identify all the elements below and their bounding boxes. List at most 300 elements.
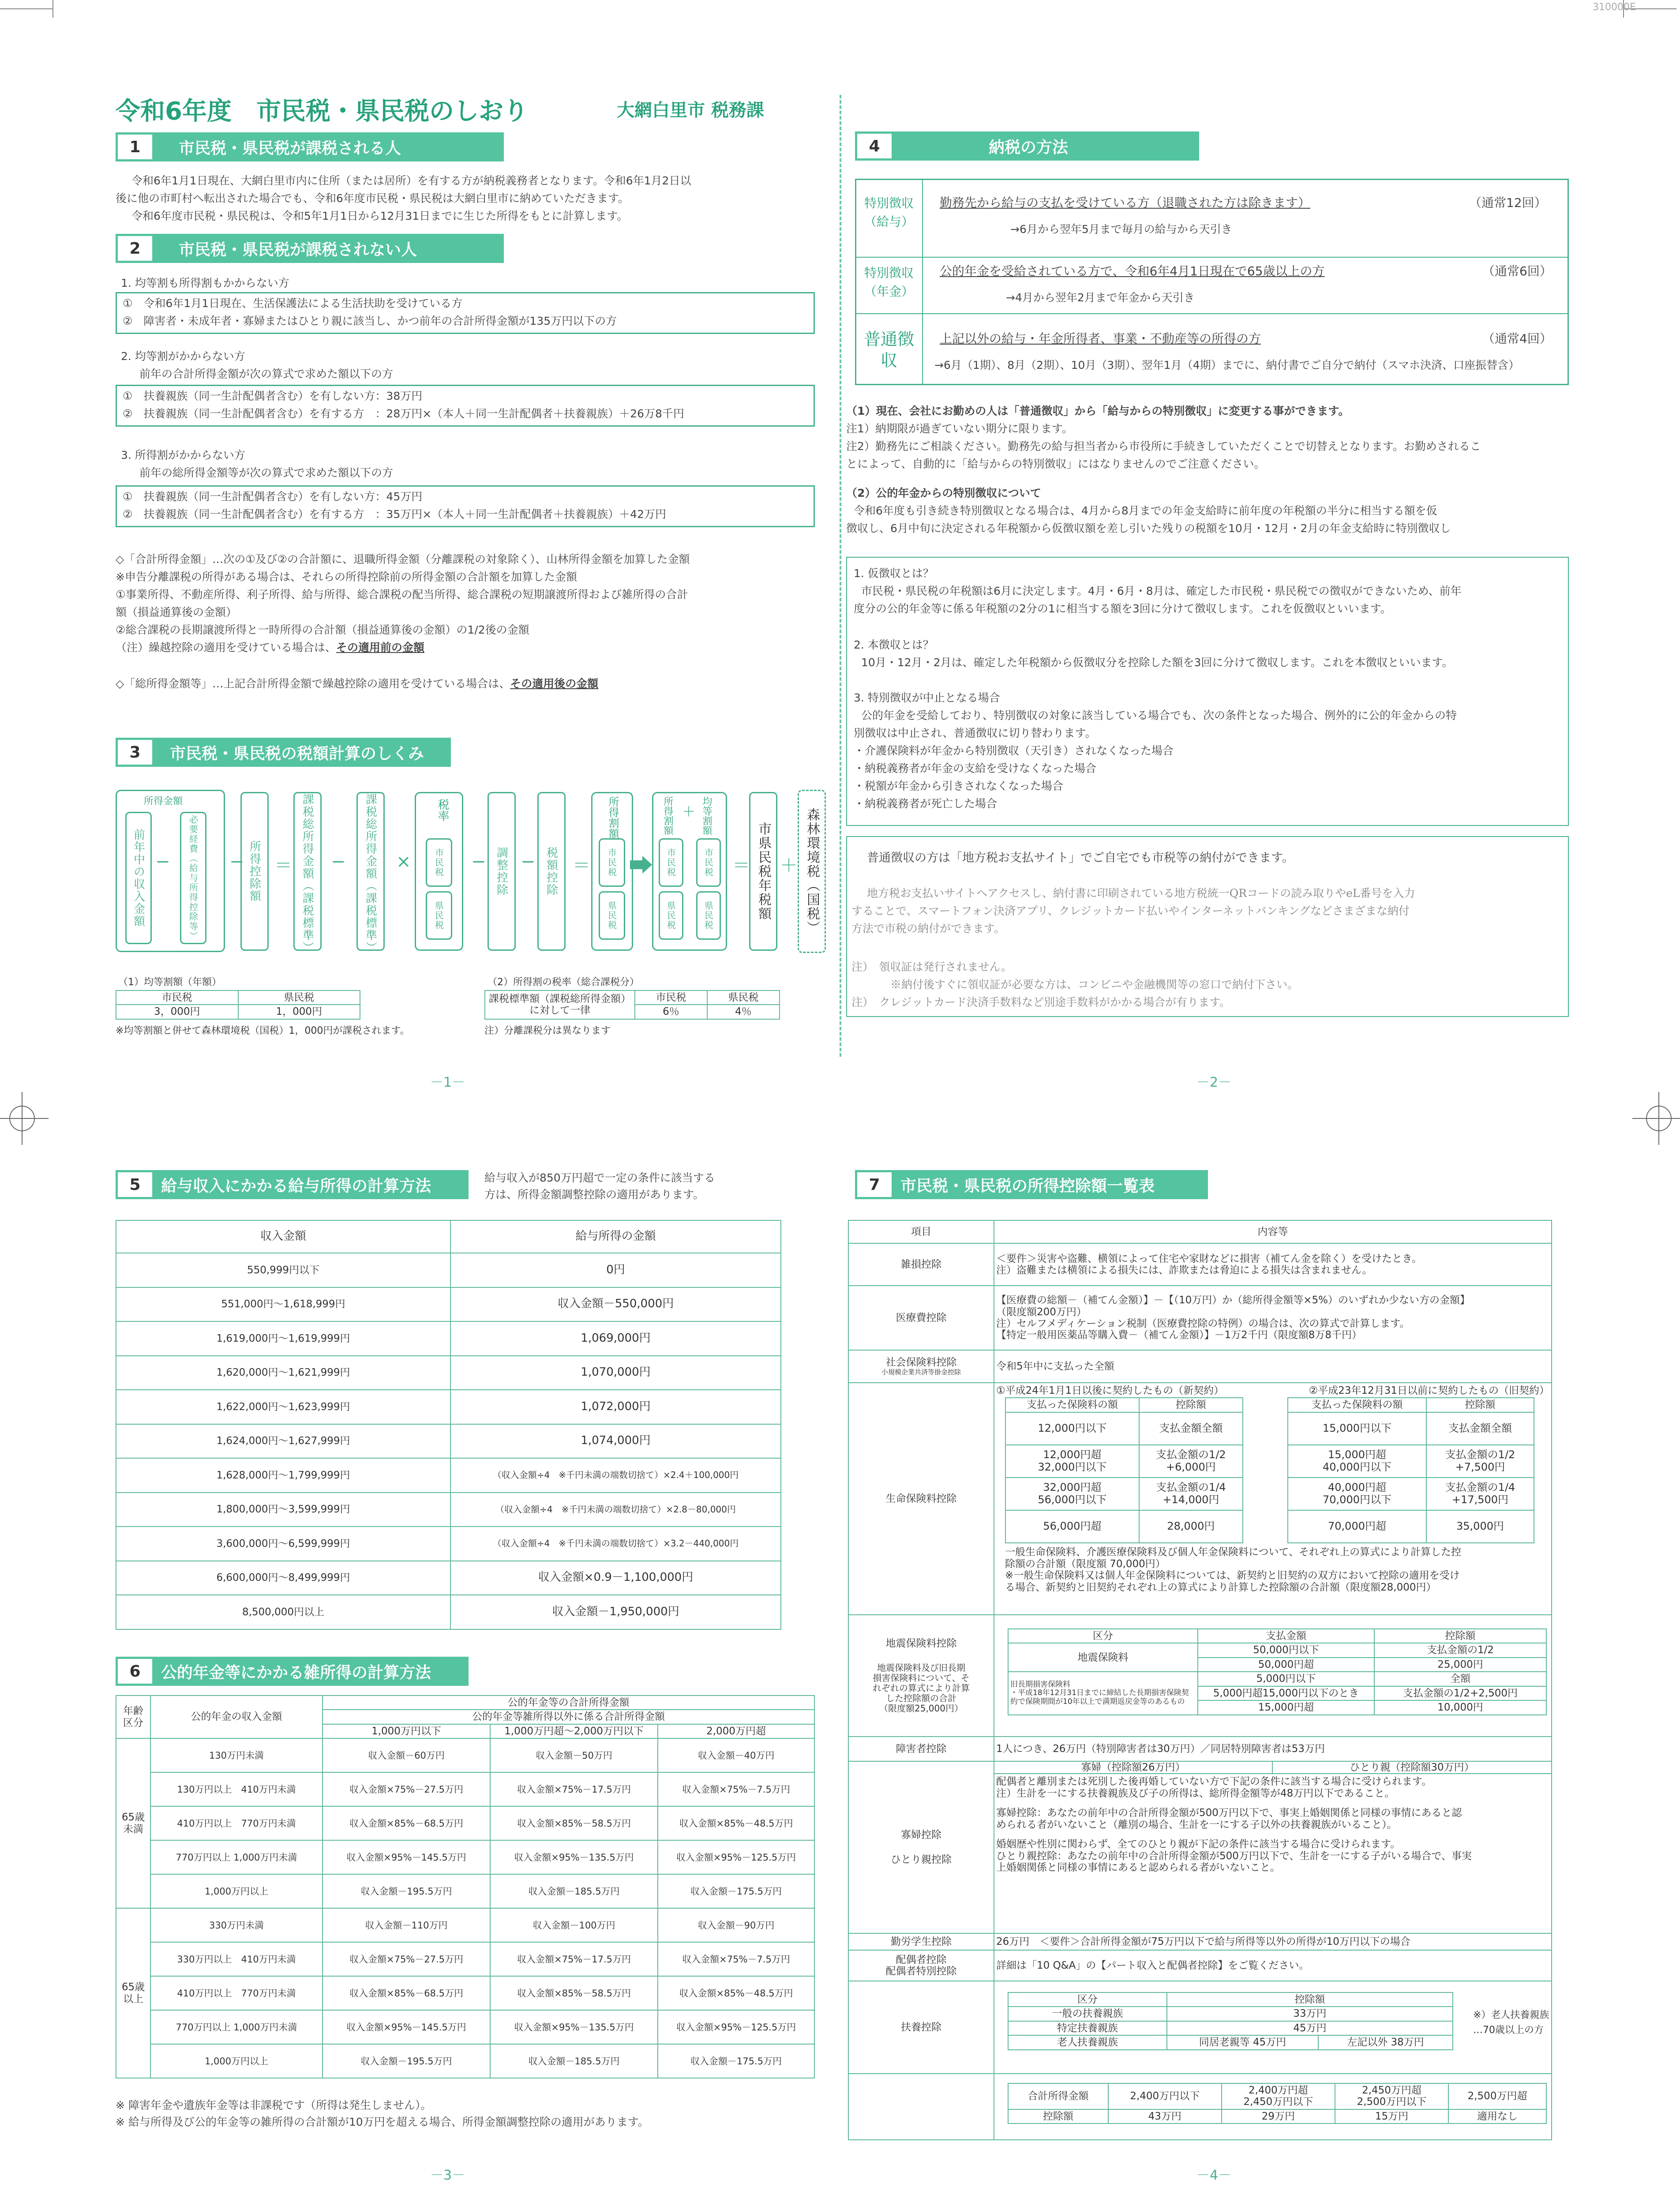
section-number: 1 <box>118 135 152 159</box>
s2-note-2: ※申告分離課税の所得がある場合は、それらの所得控除前の所得金額の合計額を加算した金額 <box>116 570 577 583</box>
table-row <box>116 1595 781 1629</box>
row-seimei: 生命保険料控除 <box>848 1383 994 1615</box>
pension-income-cell: 収入金額×75%－27.5万円 <box>322 1772 490 1806</box>
jis-r0b: 支払金額の1/2 <box>1374 1643 1546 1657</box>
s6-foot-2: ※ 給与所得及び公的年金等の雑所得の合計額が10万円を超える場合、所得金額調整控除の適用があります。 <box>116 2116 649 2128</box>
flow-minus-5: − <box>521 852 536 872</box>
flow-minus-1: − <box>155 852 170 872</box>
page-number-2: －2－ <box>1196 1075 1232 1090</box>
zas2: 注）盗難または横領による損失には、詐欺または脅迫による損失は含まれません。 <box>996 1264 1372 1276</box>
kiso-v-cell: 適用なし <box>1448 2109 1546 2123</box>
r2-sub: →4月から翌年2月まで年金から天引き <box>1006 291 1195 304</box>
flow-taxable-income-2: 課税総所得金額（課税標準） <box>356 792 385 951</box>
table-row <box>1005 1398 1243 1412</box>
s1-paragraph-3: 令和6年度市民税・県民税は、令和5年1月1日から12月31日までに生じた所得をもとに計算します。 <box>131 210 628 222</box>
pension-range-cell: 1,000万円以上 <box>150 1874 322 1908</box>
kiso-v-cell: 15万円 <box>1335 2109 1448 2123</box>
header-cell: 控除額 <box>1426 1398 1534 1412</box>
p6: ※納付後すぐに領収証が必要な方は、コンビニや金融機関等の窓口で納付下さい。 <box>890 978 1299 991</box>
table-row <box>116 1806 814 1840</box>
income-range-cell: 1,628,000円～1,799,999円 <box>116 1458 450 1493</box>
table-row <box>116 1561 781 1595</box>
r3-count: （通常4回） <box>1482 331 1552 346</box>
flow-gross-income: 前年中の収入金額 <box>125 812 152 944</box>
r2-count: （通常6回） <box>1482 264 1552 278</box>
k12: ・納税義務者が死亡した場合 <box>854 797 998 810</box>
section-number: 7 <box>857 1172 892 1197</box>
section-number: 4 <box>857 134 892 158</box>
corner-code: 310000E <box>1593 2 1636 13</box>
jis-r2a: 5,000円以下 <box>1198 1672 1374 1686</box>
s2-note-7-text: ◇「総所得金額等」…上記合計所得金額で繰越控除の適用を受けている場合は、 <box>116 677 510 690</box>
fuy-r2a: 老人扶養親族 <box>1008 2035 1167 2049</box>
fuy-r0a: 一般の扶養親族 <box>1008 2007 1167 2021</box>
department-name: 大網白里市 税務課 <box>617 100 764 120</box>
table-row <box>116 1908 814 1942</box>
s2-box-3-item-1: ① 扶養親族（同一生計配偶者含む）を有しない方：45万円 <box>123 490 423 503</box>
t2-h-city: 市民税 <box>635 990 707 1005</box>
table-row <box>116 1493 781 1527</box>
kiso-v-label: 控除額 <box>1008 2109 1108 2123</box>
pension-income-cell: 収入金額×95%－145.5万円 <box>322 1840 490 1874</box>
table-row <box>1005 1510 1243 1543</box>
life-cell: 支払金額の1/2 +7,500円 <box>1426 1445 1534 1478</box>
age-group-cell: 65歳未満 <box>116 1738 150 1908</box>
table-row <box>1288 1478 1534 1510</box>
section-title: 給与収入にかかる給与所得の計算方法 <box>161 1177 431 1195</box>
table-row <box>116 1942 814 1976</box>
pension-income-cell: 収入金額×95%－135.5万円 <box>490 2010 658 2044</box>
pension-income-cell: 収入金額×85%－68.5万円 <box>322 1806 490 1840</box>
s7-h-content: 内容等 <box>994 1220 1552 1243</box>
k1: 1. 仮徴収とは？ <box>854 567 934 580</box>
pension-income-cell: 収入金額×75%－7.5万円 <box>658 1772 814 1806</box>
row-shakai: 社会保険料控除 <box>885 1357 957 1369</box>
pension-income-cell: 収入金額－195.5万円 <box>322 1874 490 1908</box>
row-fuyo: 扶養控除 <box>848 1981 994 2074</box>
t1-h-pref: 県民税 <box>238 990 360 1005</box>
table-row <box>116 1356 781 1390</box>
table-row <box>116 1840 814 1874</box>
jis-d1: 地震保険料及び旧長期 <box>877 1662 965 1673</box>
kin1: 26万円 ＜要件＞合計所得金額が75万円以下で給与所得等以外の所得が10万円以下の場合 <box>994 1933 1552 1950</box>
s6-h-income: 公的年金の収入金額 <box>150 1696 322 1738</box>
flow-sum-pref-1: 県民税 <box>659 891 683 940</box>
pension-range-cell: 770万円以上 1,000万円未満 <box>150 2010 322 2044</box>
sei1: 一般生命保険料、介護医療保険料及び個人年金保険料について、それぞれ上の算式により計算した控 <box>1005 1546 1462 1558</box>
kiso-h-label: 合計所得金額 <box>1008 2083 1108 2109</box>
pension-range-cell: 410万円以上 770万円未満 <box>150 1976 322 2010</box>
s2-note-3: ①事業所得、不動産所得、利子所得、給与所得、総合課税の配当所得、総合課税の短期譲渡所得および雑所得の合計 <box>116 588 688 601</box>
p5: 注） 領収証は発行されません。 <box>851 960 1012 973</box>
iry3: 注）セルフメディケーション税制（医療費控除の特例）の場合は、次の算式で計算します。 <box>996 1318 1410 1329</box>
flow-income-label: 所得金額 <box>144 796 183 807</box>
row-kinro: 勤労学生控除 <box>848 1933 994 1950</box>
table-row <box>116 1772 814 1806</box>
s5-note-1: 給与収入が850万円超で一定の条件に該当する <box>484 1171 715 1184</box>
life-cell: 56,000円超 <box>1005 1510 1139 1543</box>
iry2: （限度額200万円） <box>996 1306 1087 1318</box>
life-cell: 支払金額の1/4 +14,000円 <box>1139 1478 1243 1510</box>
flow-minus-2: − <box>229 852 244 872</box>
s2-box-2-item-1: ① 扶養親族（同一生計配偶者含む）を有しない方：38万円 <box>123 390 423 402</box>
table-row <box>1005 1412 1243 1445</box>
pension-range-cell: 410万円以上 770万円未満 <box>150 1806 322 1840</box>
t1-title: （1）均等割額（年額） <box>118 977 221 988</box>
s4-memo-7: 徴収し、6月中旬に決定される年税額から仮徴収額を差し引いた残りの税額を10月・12月・2月の年金支給時に特別徴収し <box>846 522 1451 535</box>
column-divider <box>840 95 841 1057</box>
salary-income-cell: 収入金額－1,950,000円 <box>450 1595 781 1629</box>
kaf-h2: ひとり親（控除額30万円） <box>1350 1762 1474 1773</box>
pension-range-cell: 770万円以上 1,000万円未満 <box>150 1840 322 1874</box>
income-rate-table <box>484 990 780 1020</box>
kaf7: 上婚姻関係と同様の事情にあると認められる者がいないこと。 <box>996 1862 1280 1874</box>
life-cell: 40,000円超 70,000円以下 <box>1288 1478 1426 1510</box>
life-cell: 12,000円以下 <box>1005 1412 1139 1445</box>
section-7-header <box>855 1170 1208 1199</box>
row-shakai-sub: 小規模企業共済等掛金控除 <box>881 1368 961 1376</box>
registration-mark-left <box>0 1092 53 1145</box>
s4-memo-5: （2）公的年金からの特別徴収について <box>846 487 1041 499</box>
income-range-cell: 6,600,000円～8,499,999円 <box>116 1561 450 1595</box>
flow-sum-city-1: 市民税 <box>659 838 683 887</box>
s2-note-7-emphasis: その適用後の金額 <box>510 677 599 690</box>
income-range-cell: 1,800,000円～3,599,999円 <box>116 1493 450 1527</box>
kaf-h1: 寡婦（控除額26万円） <box>994 1762 1273 1773</box>
fuy-r2c: 左記以外 38万円 <box>1318 2035 1453 2049</box>
k10: ・納税義務者が年金の支給を受けなくなった場合 <box>854 762 1097 775</box>
pension-income-cell: 収入金額×95%－145.5万円 <box>322 2010 490 2044</box>
jis-b2: ・平成18年12月31日までに締結した長期損害保険契約で保険期間が10年以上で満期返戻金等のあるもの <box>1010 1688 1189 1706</box>
k3: 度分の公的年金等に係る年税額の2分の1に相当する額を3回に分けて徴収します。これを仮徴収といいます。 <box>854 602 1391 615</box>
flow-equals-3: ＝ <box>732 855 750 876</box>
salary-income-cell: 1,070,000円 <box>450 1356 781 1390</box>
salary-income-cell: 1,074,000円 <box>450 1424 781 1459</box>
life-cell: 15,000円以下 <box>1288 1412 1426 1445</box>
sei2: 除額の合計額（限度額 70,000円） <box>1005 1558 1166 1570</box>
s2-heading-3-sub: 前年の総所得金額等が次の算式で求めた額以下の方 <box>139 466 394 479</box>
s7-h-item: 項目 <box>848 1220 994 1243</box>
s6-h-age: 年齢区分 <box>116 1696 150 1738</box>
s2-note-1: ◇「合計所得金額」…次の①及び②の合計額に、退職所得金額（分離課税の対象除く）、山林所得金額を加算した金額 <box>116 553 690 566</box>
section-title: 市民税・県民税の税額計算のしくみ <box>170 744 424 763</box>
flow-credit: 税額控除 <box>537 792 566 951</box>
table-row <box>116 1458 781 1493</box>
pension-income-cell: 収入金額×85%－48.5万円 <box>658 1976 814 2010</box>
fuy-r1b: 45万円 <box>1167 2021 1453 2035</box>
row-iryohi: 医療費控除 <box>848 1286 994 1350</box>
pension-income-cell: 収入金額－185.5万円 <box>490 2044 658 2078</box>
row-kiso <box>848 2074 994 2140</box>
life-cell: 15,000円超 40,000円以下 <box>1288 1445 1426 1478</box>
earthquake-table <box>1008 1628 1547 1715</box>
life-cell: 支払金額全額 <box>1139 1412 1243 1445</box>
pension-income-cell: 収入金額－90万円 <box>658 1908 814 1942</box>
zas1: ＜要件＞災害や盗難、横領によって住宅や家財などに損害（補てん金を除く）を受けたとき。 <box>996 1253 1422 1264</box>
sei-new-title: ①平成24年1月1日以後に契約したもの（新契約） <box>996 1385 1224 1396</box>
s5-h-income: 収入金額 <box>116 1220 450 1253</box>
pension-income-cell: 収入金額×85%－68.5万円 <box>322 1976 490 2010</box>
pension-income-cell: 収入金額×95%－125.5万円 <box>658 1840 814 1874</box>
p2: 地方税お支払いサイトへアクセスし、納付書に印刷されている地方税統一QRコードの読み取りやeL番号を入力 <box>867 887 1415 900</box>
flow-sum-eq-label: 均等割額 <box>701 796 712 835</box>
jis-d2: 損害保険料について、そ <box>873 1672 970 1683</box>
life-cell: 35,000円 <box>1426 1510 1534 1543</box>
s2-heading-3: 3. 所得割がかからない方 <box>121 449 245 461</box>
fuy-note-2: …70歳以上の方 <box>1473 2025 1544 2036</box>
flow-annual-tax: 市県民税年税額 <box>749 792 777 951</box>
table-row <box>116 1738 814 1772</box>
pension-range-cell: 330万円以上 410万円未満 <box>150 1942 322 1976</box>
life-cell: 70,000円超 <box>1288 1510 1426 1543</box>
flow-rate-pref: 県民税 <box>426 891 452 940</box>
flow-adjust: 調整控除 <box>488 792 516 951</box>
dependents-table <box>1008 1992 1453 2050</box>
salary-income-table <box>116 1220 781 1253</box>
pension-income-cell: 収入金額－40万円 <box>658 1738 814 1772</box>
row-zasson: 雑損控除 <box>848 1243 994 1286</box>
salary-income-cell: 収入金額×0.9－1,100,000円 <box>450 1561 781 1595</box>
jis-r1b: 25,000円 <box>1374 1658 1546 1672</box>
row-shogai: 障害者控除 <box>848 1737 994 1761</box>
header-cell: 控除額 <box>1139 1398 1243 1412</box>
s2-box-3-item-2: ② 扶養親族（同一生計配偶者含む）を有する方 ：35万円×（本人＋同一生計配偶者＋扶養親族）＋42万円 <box>123 508 666 521</box>
s6-foot-1: ※ 障害年金や遺族年金等は非課税です（所得は発生しません）。 <box>116 2099 432 2112</box>
fuy-r2b: 同居老親等 45万円 <box>1167 2035 1318 2049</box>
k2: 市民税・県民税の年税額は6月に決定します。4月・6月・8月は、確定した市民税・県民税での徴収ができないため、前年 <box>861 585 1462 597</box>
t1-h-city: 市民税 <box>116 990 238 1005</box>
document-title: 令和6年度 市民税・県民税のしおり <box>116 97 528 126</box>
section-1-header <box>116 132 504 161</box>
salary-income-cell: 1,069,000円 <box>450 1321 781 1356</box>
kiso-v-cell: 29万円 <box>1222 2109 1335 2123</box>
pension-income-table <box>116 1695 815 2078</box>
kiso-h-cell: 2,500万円超 <box>1448 2083 1546 2109</box>
flow-inc-pref: 県民税 <box>599 891 625 940</box>
income-range-cell: 3,600,000円～6,599,999円 <box>116 1527 450 1561</box>
s2-heading-1: 1. 均等割も所得割もかからない方 <box>121 277 289 289</box>
p1: 普通徴収の方は「地方税お支払サイト」でご自宅でも市税等の納付ができます。 <box>867 851 1294 865</box>
flow-expenses: 必要経費（給与所得控除等） <box>180 812 206 944</box>
r2-label: 特別徴収（年金） <box>864 266 914 299</box>
jis-a: 地震保険料 <box>1008 1643 1198 1672</box>
r1-label: 特別徴収（給与） <box>864 196 914 229</box>
income-range-cell: 1,620,000円～1,621,999円 <box>116 1356 450 1390</box>
fuy-r1a: 特定扶養親族 <box>1008 2021 1167 2035</box>
r3-text: 上記以外の給与・年金所得者、事業・不動産等の所得の方 <box>940 331 1261 346</box>
section-title: 市民税・県民税の所得控除額一覧表 <box>900 1177 1155 1195</box>
section-number: 6 <box>118 1659 152 1684</box>
k4: 2. 本徴収とは？ <box>854 638 934 651</box>
flow-sum-city-2: 市民税 <box>696 838 721 887</box>
p4: 方法で市税の納付ができます。 <box>851 922 1005 935</box>
iry4: 【特定一般用医薬品等購入費－（補てん金額）】－1万2千円（限度額8万8千円） <box>996 1329 1362 1341</box>
salary-income-cell: 1,072,000円 <box>450 1390 781 1424</box>
table-row <box>1288 1398 1534 1412</box>
r1-sub: →6月から翌年5月まで毎月の給与から天引き <box>1010 223 1232 236</box>
s6-h-mid: 公的年金等雑所得以外に係る合計所得金額 <box>322 1710 814 1724</box>
table-row <box>1288 1412 1534 1445</box>
life-cell: 32,000円超 56,000円以下 <box>1005 1478 1139 1510</box>
income-range-cell: 1,624,000円～1,627,999円 <box>116 1424 450 1459</box>
section-number: 3 <box>118 740 152 765</box>
s4-memo-6: 令和6年度も引き続き特別徴収となる場合は、4月から8月までの年金支給時に前年度の年税額の半分に相当する額を仮 <box>854 504 1437 517</box>
t2-title: （2）所得割の税率（総合課税分） <box>488 977 639 988</box>
s6-h-c3: 2,000万円超 <box>658 1724 814 1738</box>
flow-forest-tax: 森林環境税（国税） <box>798 790 826 953</box>
s2-box-1-item-2: ② 障害者・未成年者・寡婦またはひとり親に該当し、かつ前年の合計所得金額が135万円以下の方 <box>123 315 617 327</box>
pension-income-cell: 収入金額×85%－58.5万円 <box>490 1976 658 2010</box>
t2-basis: 課税標準額（課税総所得金額）に対して一律 <box>485 990 635 1019</box>
life-cell: 12,000円超 32,000円以下 <box>1005 1445 1139 1478</box>
jis-r3b: 支払金額の1/2+2,500円 <box>1374 1686 1546 1700</box>
flow-taxable-income: 課税総所得金額（課税標準） <box>293 792 322 951</box>
s6-h-c2: 1,000万円超～2,000万円以下 <box>490 1724 658 1738</box>
page-number-3: －3－ <box>430 2168 465 2183</box>
p3: することで、スマートフォン決済アプリ、クレジットカード払いやインターネットバンキングなどさまざまな納付 <box>851 904 1410 917</box>
table-row <box>116 2010 814 2044</box>
row-kafu: 寡婦控除 <box>901 1829 941 1841</box>
k5: 10月・12月・2月は、確定した年税額から仮徴収分を控除した額を3回に分けて徴収します。これを本徴収といいます。 <box>861 656 1453 669</box>
pension-income-cell: 収入金額×95%－135.5万円 <box>490 1840 658 1874</box>
row-jishin: 地震保険料控除 <box>885 1638 957 1650</box>
income-range-cell: 1,619,000円～1,619,999円 <box>116 1321 450 1356</box>
flow-times: × <box>396 852 411 872</box>
table-row <box>116 1321 781 1356</box>
age-group-cell: 65歳以上 <box>116 1908 150 2078</box>
kiso-h-cell: 2,400万円超 2,450万円以下 <box>1222 2083 1335 2109</box>
s2-box-1-item-1: ① 令和6年1月1日現在、生活保護法による生活扶助を受けている方 <box>123 297 463 310</box>
r3-label: 普通徴収 <box>863 330 914 370</box>
flow-rate-city: 市民税 <box>426 838 452 887</box>
pension-income-cell: 収入金額×95%－125.5万円 <box>658 2010 814 2044</box>
jis-r4a: 15,000円超 <box>1198 1700 1374 1715</box>
pension-range-cell: 130万円未満 <box>150 1738 322 1772</box>
pension-income-cell: 収入金額－100万円 <box>490 1908 658 1942</box>
life-old-table <box>1287 1397 1534 1543</box>
pension-range-cell: 130万円以上 410万円未満 <box>150 1772 322 1806</box>
pension-income-cell: 収入金額×85%－58.5万円 <box>490 1806 658 1840</box>
s6-h-c1: 1,000万円以下 <box>322 1724 490 1738</box>
kaf3: 寡婦控除：あなたの前年中の合計所得金額が500万円以下で、事実上婚姻関係と同様の事情にあると認 <box>996 1807 1462 1819</box>
s2-note-6-emphasis: その適用前の金額 <box>336 641 425 654</box>
pension-income-cell: 収入金額×75%－17.5万円 <box>490 1942 658 1976</box>
kaf1: 配偶者と離別または死別した後再婚していない方で下記の条件に該当する場合に受けられます。 <box>996 1776 1432 1788</box>
flow-plus-2: ＋ <box>780 855 798 876</box>
row-haigu: 配偶者控除 <box>896 1954 947 1966</box>
s2-box-2-item-2: ② 扶養親族（同一生計配偶者含む）を有する方 ：28万円×（本人＋同一生計配偶者＋扶養親族）＋26万8千円 <box>123 407 684 420</box>
fuy-h0: 区分 <box>1008 1992 1167 2007</box>
pension-income-cell: 収入金額－185.5万円 <box>490 1874 658 1908</box>
table-row <box>116 1976 814 2010</box>
s4-memo-1: （1）現在、会社にお勤めの人は「普通徴収」から「給与からの特別徴収」に変更する事ができます。 <box>846 405 1350 417</box>
crop-mark-top-left <box>0 0 66 18</box>
flow-deductions: 所得控除額 <box>240 792 269 951</box>
flow-equals-2: ＝ <box>573 855 590 876</box>
k9: ・介護保険料が年金から特別徴収（天引き）されなくなった場合 <box>854 744 1174 757</box>
s2-heading-2-sub: 前年の合計所得金額が次の算式で求めた額以下の方 <box>139 368 394 380</box>
s5-h-salary: 給与所得の金額 <box>450 1220 781 1253</box>
s4-memo-2: 注1）納期限が過ぎていない期分に限ります。 <box>846 422 1073 435</box>
s4-memo-3: 注2）勤務先にご相談ください。勤務先の給与担当者から市役所に手続きしていただくことで切替えとなります。お勤めされるこ <box>846 440 1481 453</box>
section-2-header <box>116 234 504 263</box>
jis-b1: 旧長期損害保険料 <box>1010 1680 1070 1689</box>
sei3: ※一般生命保険料又は個人年金保険料については、新契約と旧契約の双方において控除の適用を受け <box>1005 1570 1460 1582</box>
pension-income-cell: 収入金額－175.5万円 <box>658 1874 814 1908</box>
t1-v-city: 3，000円 <box>116 1005 238 1019</box>
kiso-v-cell: 43万円 <box>1108 2109 1222 2123</box>
header-cell: 支払った保険料の額 <box>1005 1398 1139 1412</box>
flow-rate-label: 税率 <box>436 799 449 822</box>
jis-h-ded: 控除額 <box>1374 1629 1546 1643</box>
iry1: 【医療費の総額－（補てん金額）】－【（10万円）か（総所得金額等×5%）のいずれか少ない方の金額】 <box>996 1294 1470 1306</box>
flow-sum-inc-label: 所得割額 <box>662 796 673 835</box>
flow-plus: ＋ <box>682 804 695 820</box>
fuy-h1: 控除額 <box>1167 1992 1453 2007</box>
table-row <box>116 1527 781 1561</box>
s2-note-6-text: （注）繰越控除の適用を受けている場合は、 <box>116 641 337 654</box>
equal-levy-table <box>116 990 360 1020</box>
t2-h-pref: 県民税 <box>707 990 780 1005</box>
k8: 別徴収は中止され、普通徴収に切り替わります。 <box>854 727 1096 739</box>
row-haigu-tokubetsu: 配偶者特別控除 <box>885 1966 957 1977</box>
s2-note-7 <box>116 675 598 693</box>
section-number: 2 <box>118 236 152 261</box>
income-range-cell: 1,622,000円～1,623,999円 <box>116 1390 450 1424</box>
flow-arrow-icon <box>630 856 652 874</box>
pension-range-cell: 330万円未満 <box>150 1908 322 1942</box>
deduction-table <box>848 1220 1552 2140</box>
pension-income-cell: 収入金額×75%－7.5万円 <box>658 1942 814 1976</box>
table-row <box>1288 1445 1534 1478</box>
income-range-cell: 550,999円以下 <box>116 1253 450 1287</box>
table-row <box>116 1874 814 1908</box>
jis-d3: れぞれの算式により計算 <box>873 1682 970 1693</box>
life-cell: 支払金額の1/4 +17,500円 <box>1426 1478 1534 1510</box>
kaf4: められる者がいないこと（離別の場合、生計を一にする子以外の扶養親族がいること）。 <box>996 1819 1397 1831</box>
jis-d4: した控除額の合計 <box>886 1692 956 1703</box>
jis-r4b: 10,000円 <box>1374 1700 1546 1715</box>
pension-income-cell: 収入金額×85%－48.5万円 <box>658 1806 814 1840</box>
section-number: 5 <box>118 1172 152 1197</box>
pension-income-cell: 収入金額－195.5万円 <box>322 2044 490 2078</box>
flow-minus-4: − <box>471 852 486 872</box>
t1-note: ※均等割額と併せて森林環境税（国税）1，000円が課税されます。 <box>116 1025 410 1036</box>
t1-v-pref: 1，000円 <box>238 1005 360 1019</box>
section-3-header <box>116 738 451 767</box>
page-number-4: －4－ <box>1196 2168 1232 2183</box>
jis-d5: （限度額25,000円） <box>879 1703 963 1714</box>
section-4-header <box>855 131 1199 161</box>
table-row <box>1005 1445 1243 1478</box>
hai1: 詳細は「10 Q&A」の【パート収入と配偶者控除】をご覧ください。 <box>994 1950 1552 1981</box>
table-row <box>116 1390 781 1424</box>
sei-old-title: ②平成23年12月31日以前に契約したもの（旧契約） <box>1309 1385 1549 1396</box>
kaf5: 婚姻歴や性別に関わらず、全てのひとり親が下記の条件に該当する場合に受けられます。 <box>996 1838 1401 1850</box>
kaf2: 注）生計を一にする扶養親族及び子の所得は、総所得金額等が48万円以下であること。 <box>996 1787 1395 1799</box>
s1-paragraph-1: 令和6年1月1日現在、大網白里市内に住所（または居所）を有する方が納税義務者となります。令和6年1月2日以 <box>131 174 691 187</box>
salary-income-cell: 収入金額－550,000円 <box>450 1287 781 1322</box>
jis-r2b: 全額 <box>1374 1672 1546 1686</box>
salary-income-cell: （収入金額÷4 ※千円未満の端数切捨て）×3.2－440,000円 <box>450 1527 781 1561</box>
r1-text: 勤務先から給与の支払を受けている方（退職された方は除きます） <box>940 195 1311 210</box>
fuy-note-1: ※）老人扶養親族 <box>1473 2010 1549 2021</box>
table-row <box>1288 1510 1534 1543</box>
section-5-header <box>116 1170 469 1199</box>
table-row <box>116 1287 781 1322</box>
s2-heading-2: 2. 均等割がかからない方 <box>121 350 245 363</box>
sha1: 令和5年中に支払った全額 <box>994 1350 1552 1383</box>
